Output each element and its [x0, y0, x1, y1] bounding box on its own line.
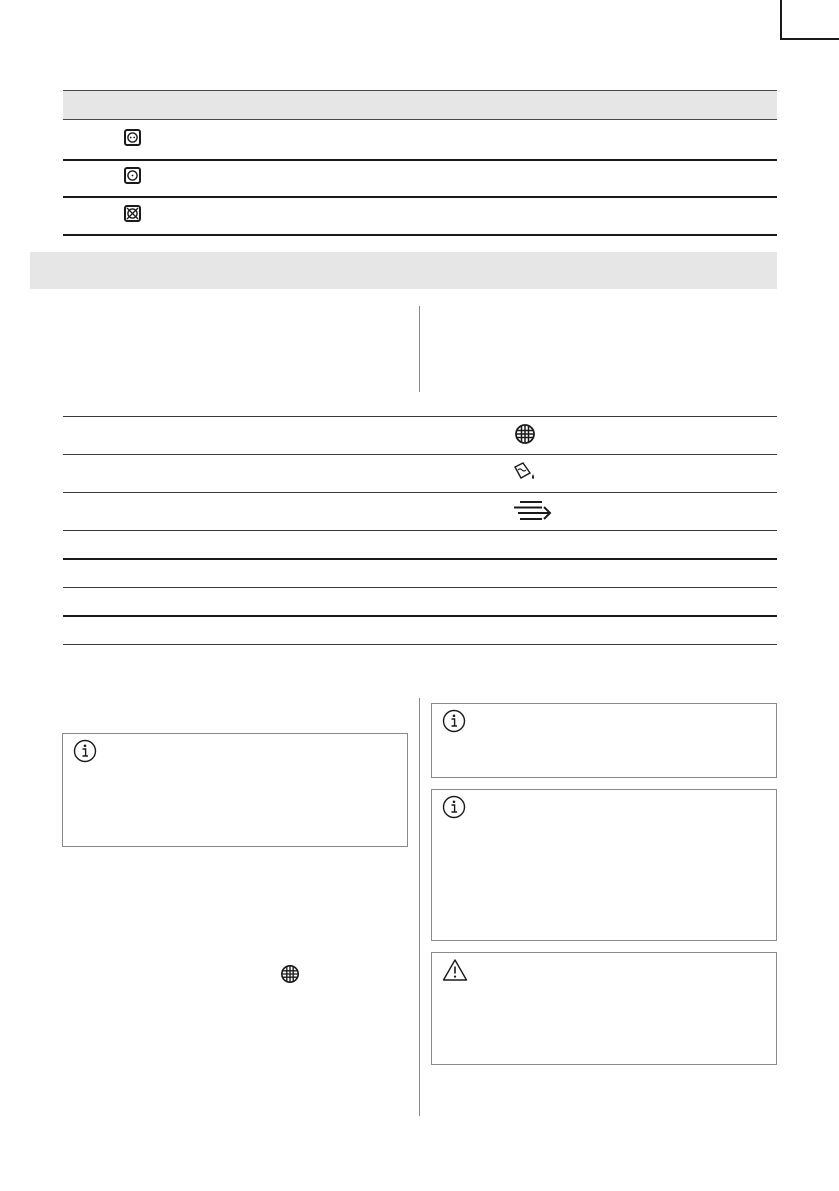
- info-icon: [73, 739, 97, 768]
- do-not-tumble-dry-icon: [124, 205, 141, 222]
- info-icon: [442, 795, 466, 824]
- info-note-box: [431, 789, 777, 941]
- column-divider: [419, 306, 420, 392]
- table-header: [63, 90, 777, 120]
- program-table-top-border: [63, 416, 777, 417]
- section-heading-band: [30, 252, 777, 289]
- table-row-divider: [63, 159, 777, 161]
- grid-icon: [514, 423, 536, 450]
- program-table-divider: [63, 558, 777, 560]
- info-note-box: [62, 733, 408, 847]
- pour-water-icon: [512, 460, 540, 489]
- warning-note-box: [431, 952, 777, 1065]
- program-table-divider: [63, 454, 777, 455]
- program-table-divider: [63, 587, 777, 588]
- crop-mark: [780, 0, 782, 40]
- grid-icon: [280, 964, 300, 989]
- table-bottom-border: [63, 234, 777, 236]
- program-table-divider: [63, 530, 777, 531]
- info-note-box: [431, 703, 777, 778]
- info-icon: [442, 709, 466, 738]
- warning-icon: [442, 958, 468, 987]
- program-table-divider: [63, 615, 777, 617]
- airflow-icon: [512, 499, 554, 528]
- tumble-dry-low-icon: [124, 167, 141, 184]
- crop-mark: [782, 38, 839, 40]
- table-row-divider: [63, 196, 777, 198]
- tumble-dry-normal-icon: [124, 129, 141, 146]
- program-table-divider: [63, 492, 777, 493]
- program-table-bottom-border: [63, 644, 777, 645]
- column-divider: [419, 698, 420, 1116]
